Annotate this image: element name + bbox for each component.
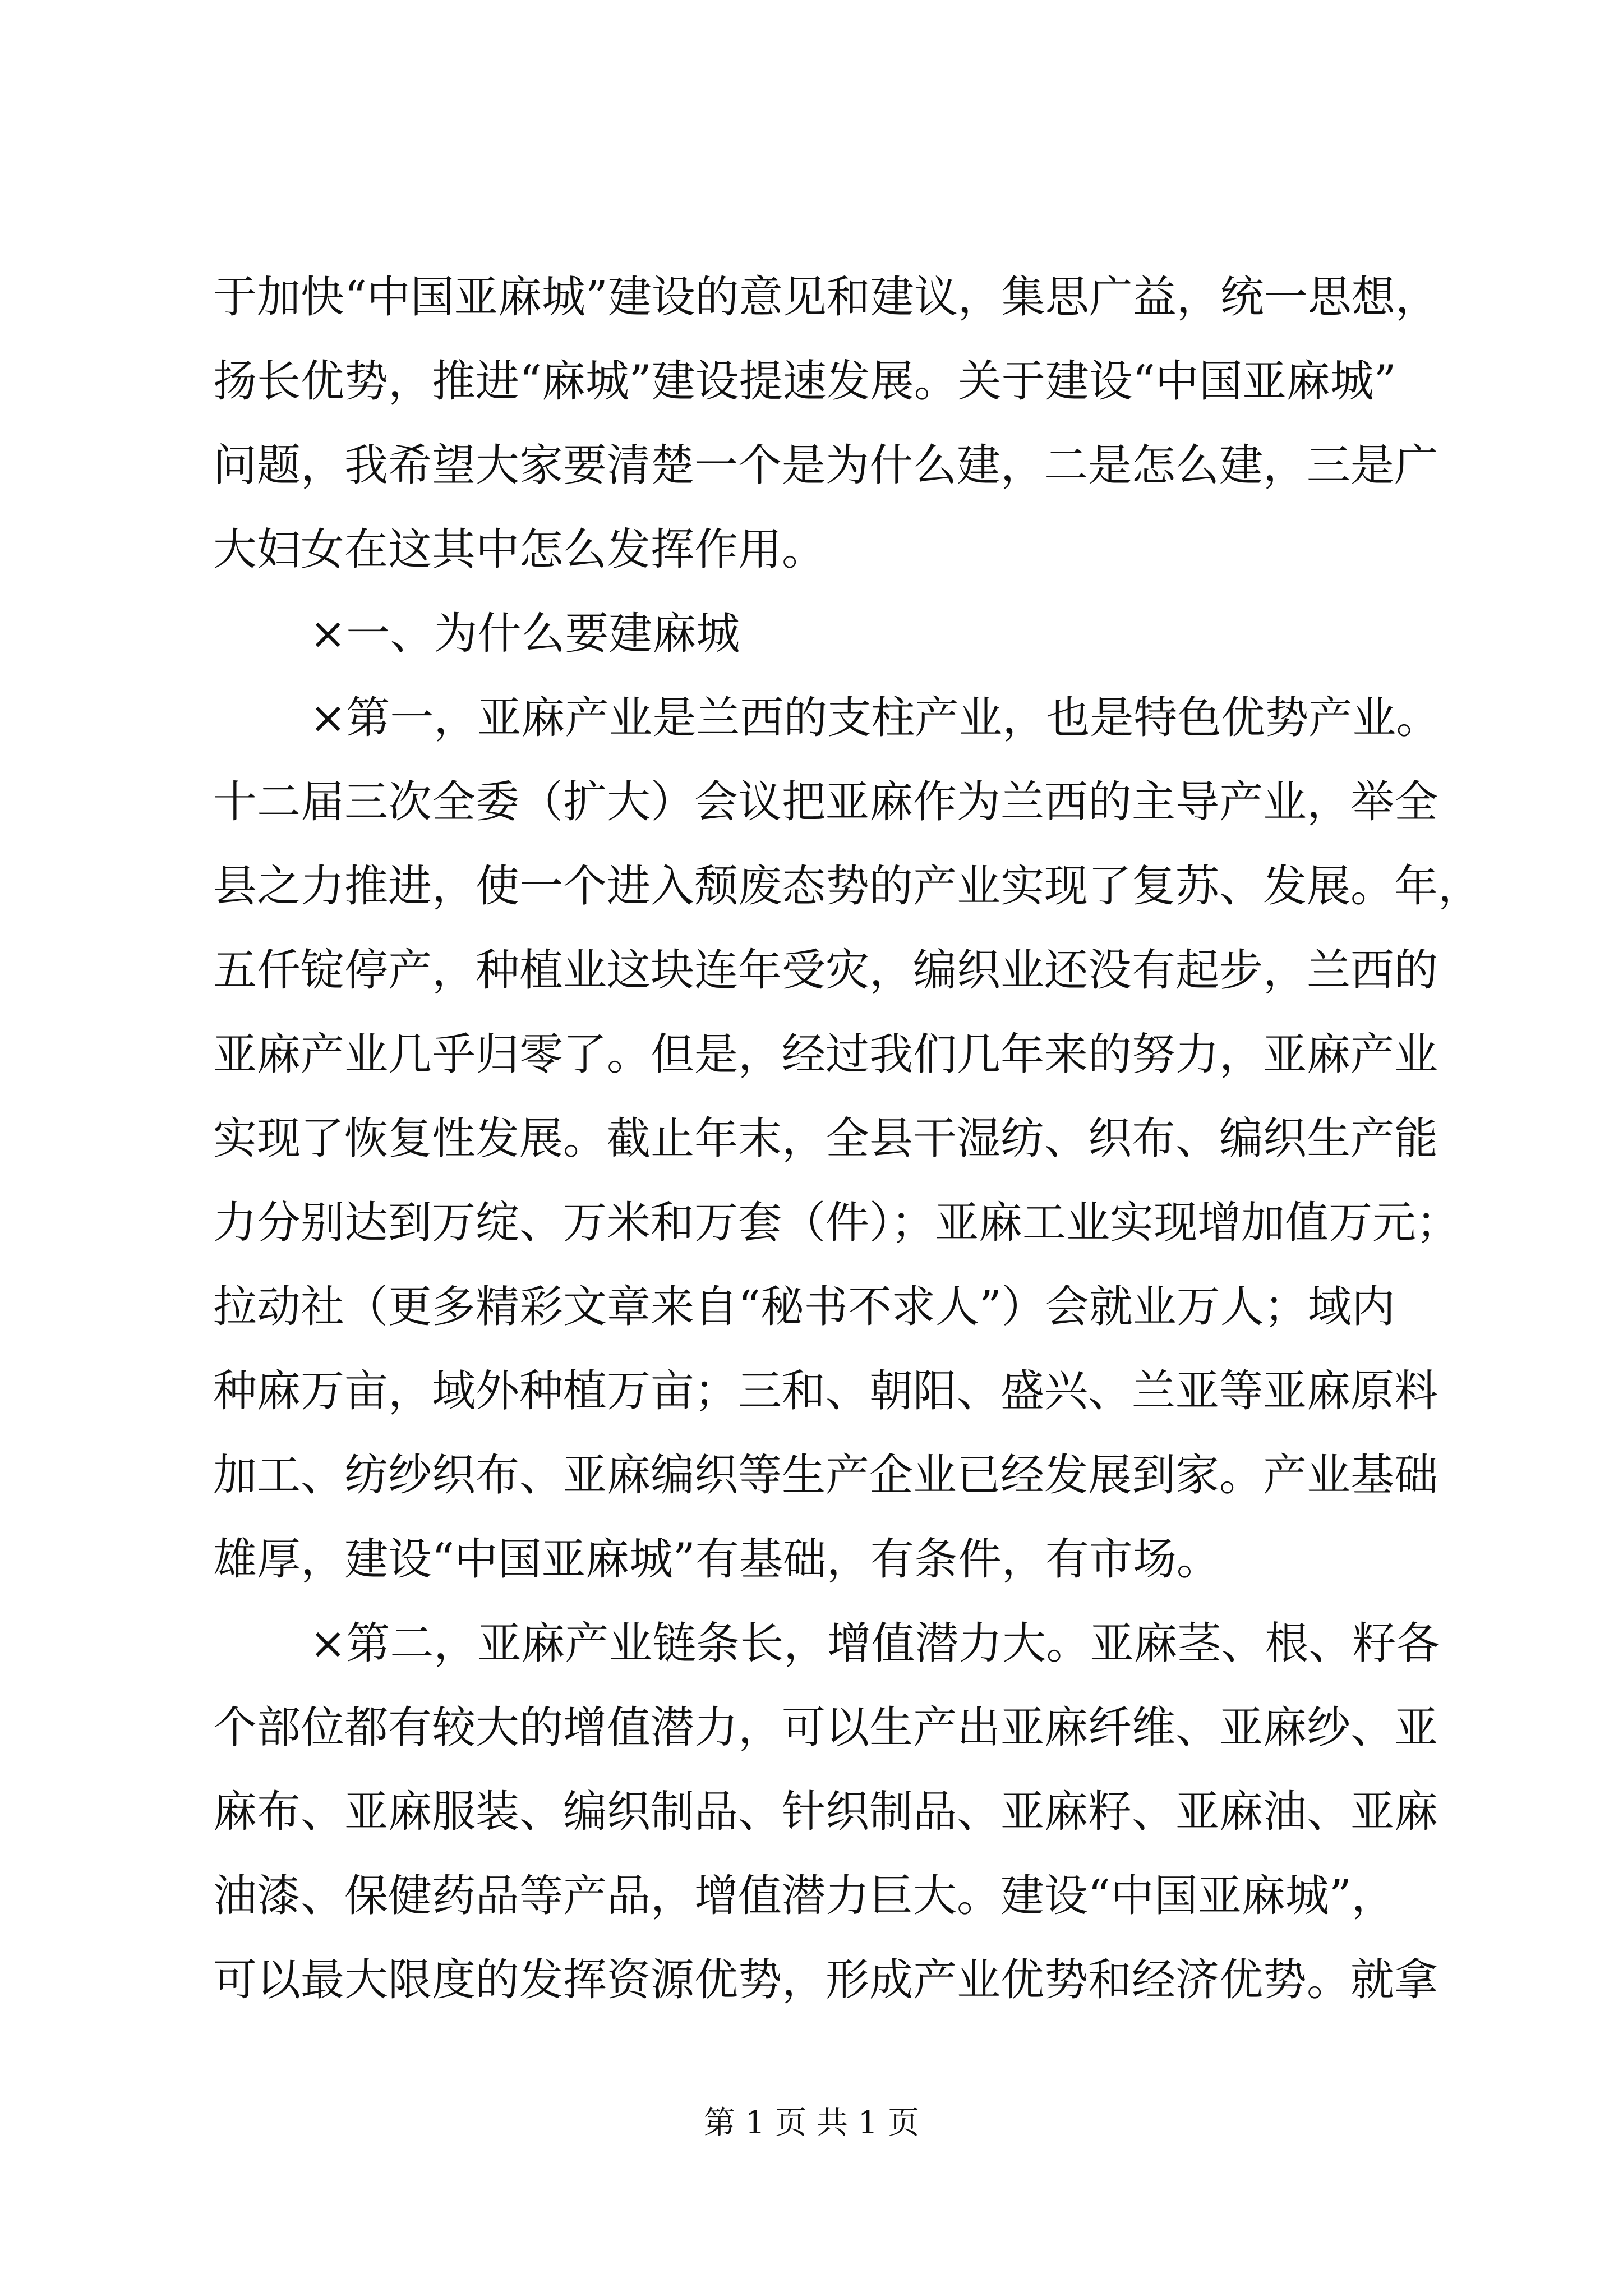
paragraph-line: 个部位都有较大的增值潜力，可以生产出亚麻纤维、亚麻纱、亚 — [213, 1703, 1438, 1753]
paragraph-line: 十二届三次全委（扩大）会议把亚麻作为兰西的主导产业，举全 — [213, 777, 1438, 827]
paragraph-line: 麻布、亚麻服装、编织制品、针织制品、亚麻籽、亚麻油、亚麻 — [213, 1787, 1438, 1837]
paragraph-line: 雄厚，建设“中国亚麻城”有基础，有条件，有市场。 — [213, 1534, 1220, 1585]
page-footer: 第 1 页 共 1 页 — [703, 2105, 920, 2141]
paragraph-line: 力分别达到万绽、万米和万套（件）；亚麻工业实现增加值万元； — [213, 1198, 1460, 1248]
paragraph-line: 五仟锭停产，种植业这块连年受灾，编织业还没有起步，兰西的 — [213, 945, 1438, 996]
paragraph-line: 大妇女在这其中怎么发挥作用。 — [213, 524, 826, 575]
paragraph-line: 扬长优势，推进“麻城”建设提速发展。关于建设“中国亚麻城” — [213, 356, 1396, 407]
paragraph-line: 实现了恢复性发展。截止年末，全县干湿纺、织布、编织生产能 — [213, 1114, 1438, 1164]
paragraph-line: 油漆、保健药品等产品，增值潜力巨大。建设“中国亚麻城”， — [213, 1871, 1395, 1921]
section-heading: ×一、为什么要建麻城 — [310, 609, 740, 659]
paragraph-line: 县之力推进，使一个进入颓废态势的产业实现了复苏、发展。年， — [213, 861, 1482, 912]
paragraph-line: 拉动社（更多精彩文章来自“秘书不求人”）会就业万人；域内 — [213, 1282, 1395, 1332]
paragraph-line: 加工、纺纱织布、亚麻编织等生产企业已经发展到家。产业基础 — [213, 1450, 1438, 1501]
paragraph-line: 种麻万亩，域外种植万亩；三和、朝阳、盛兴、兰亚等亚麻原料 — [213, 1366, 1438, 1416]
paragraph-line: ×第二，亚麻产业链条长，增值潜力大。亚麻茎、根、籽各 — [310, 1618, 1440, 1669]
paragraph-line: 可以最大限度的发挥资源优势，形成产业优势和经济优势。就拿 — [213, 1955, 1438, 2005]
paragraph-line: 问题，我希望大家要清楚一个是为什么建，二是怎么建，三是广 — [213, 440, 1438, 491]
paragraph-line: 于加快“中国亚麻城”建设的意见和建议，集思广益，统一思想， — [213, 272, 1439, 323]
paragraph-line: ×第一，亚麻产业是兰西的支柱产业，也是特色优势产业。 — [310, 693, 1440, 743]
paragraph-line: 亚麻产业几乎归零了。但是，经过我们几年来的努力，亚麻产业 — [213, 1029, 1438, 1080]
